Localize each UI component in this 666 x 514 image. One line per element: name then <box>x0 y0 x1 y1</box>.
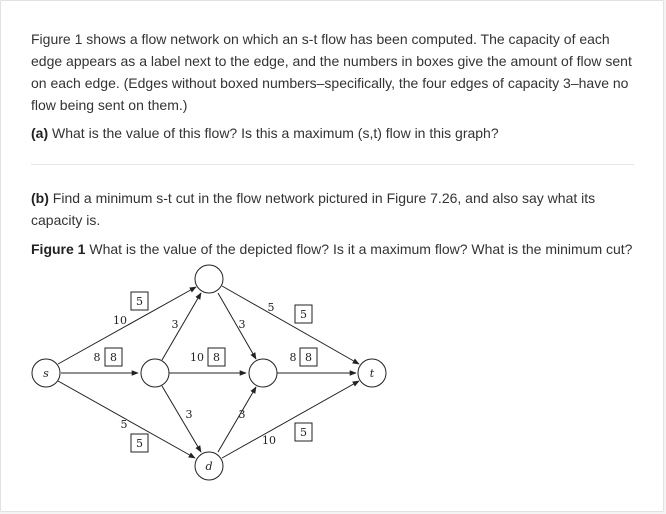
capacity-s-d: 5 <box>120 418 128 431</box>
capacity-s-a: 10 <box>113 314 127 327</box>
capacity-u-v: 10 <box>190 351 204 364</box>
capacity-u-a: 3 <box>171 318 179 331</box>
capacity-a-v: 3 <box>238 318 246 331</box>
flow-a-t: 5 <box>300 308 307 321</box>
part-a-text: What is the value of this flow? Is this a maximum (s,t) flow in this graph? <box>48 125 499 141</box>
flow-s-d: 5 <box>136 437 143 450</box>
capacity-u-d: 3 <box>185 408 193 421</box>
node-s-label: s <box>43 367 49 380</box>
flow-d-t: 5 <box>300 426 307 439</box>
node-t-label: t <box>369 367 375 380</box>
figure-label: Figure 1 <box>31 241 86 257</box>
flow-s-a: 5 <box>136 295 143 308</box>
part-b-label: (b) <box>31 190 49 206</box>
part-a-label: (a) <box>31 125 49 141</box>
capacity-v-t: 8 <box>289 351 297 364</box>
node-a <box>195 265 223 293</box>
capacity-a-t: 5 <box>267 301 275 314</box>
part-b-text: Find a minimum s-t cut in the flow network pictured in Figure 7.26, and also say what its capacity is. <box>31 190 596 228</box>
intro-text: Figure 1 shows a flow network on which an s-t flow has been computed. The capacity of each edge appears as a label next to the edge, and the numbers in boxes give the amount of flow sent on each edge. (Edges without boxed numbers–specifically, the four edges of capacity 3–have no flow being sent on them.) <box>31 31 632 113</box>
figure-text: What is the value of the depicted flow? Is it a maximum flow? What is the minimum cut? <box>85 241 633 257</box>
capacity-s-u: 8 <box>93 351 101 364</box>
node-u <box>141 359 169 387</box>
flow-v-t: 8 <box>305 351 312 364</box>
capacity-d-t: 10 <box>262 434 276 447</box>
node-d-label: d <box>205 460 213 473</box>
flow-s-u: 8 <box>110 351 117 364</box>
flow-u-v: 8 <box>213 351 220 364</box>
edge-u-d <box>162 386 201 452</box>
capacity-d-v: 3 <box>238 408 246 421</box>
node-v <box>249 359 277 387</box>
